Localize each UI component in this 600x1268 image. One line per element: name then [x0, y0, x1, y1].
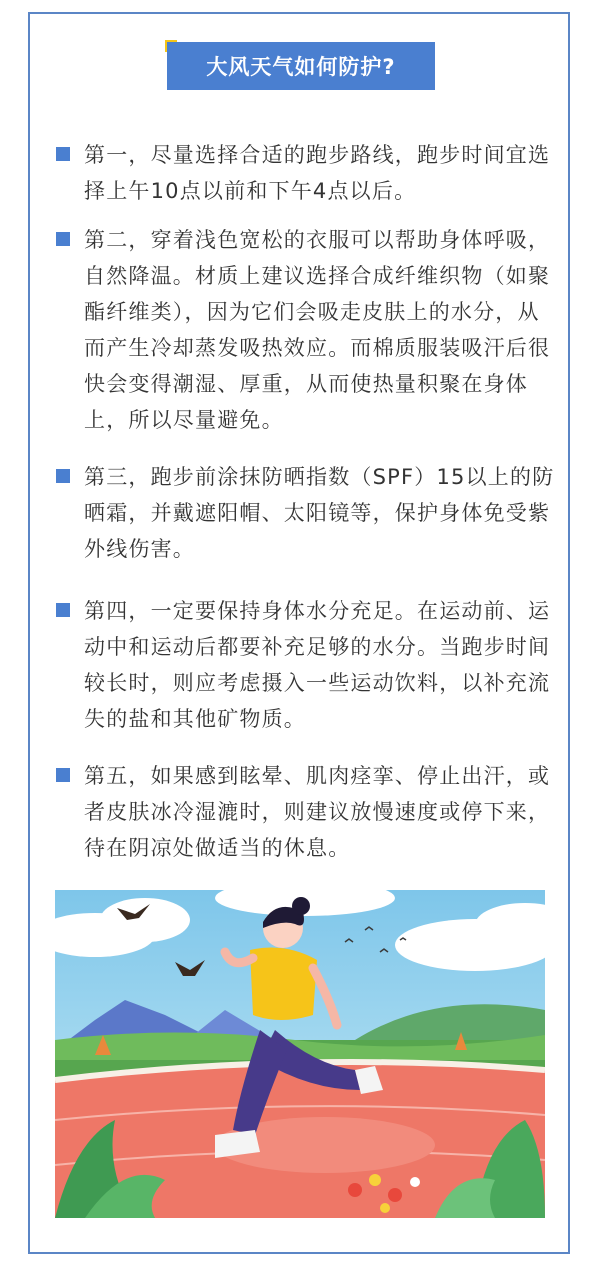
bullet-square-icon [56, 768, 70, 782]
bullet-square-icon [56, 603, 70, 617]
bullet-square-icon [56, 147, 70, 161]
tip-text: 第二，穿着浅色宽松的衣服可以帮助身体呼吸，自然降温。材质上建议选择合成纤维织物（如聚酯纤维类），因为它们会吸走皮肤上的水分，从而产生冷却蒸发吸热效应。而棉质服装吸汗后很快会变得潮湿、厚重，从而使热量积聚在身体上，所以尽量避免。 [84, 228, 551, 432]
tip-text: 第一，尽量选择合适的跑步路线，跑步时间宜选择上午10点以前和下午4点以后。 [84, 143, 551, 203]
running-illustration [55, 890, 545, 1218]
bullet-square-icon [56, 469, 70, 483]
tip-item-1 [56, 137, 556, 209]
page-title: 大风天气如何防护? [167, 42, 435, 90]
tip-text: 第三，跑步前涂抹防晒指数（SPF）15以上的防晒霜，并戴遮阳帽、太阳镜等，保护身体免受紫外线伤害。 [84, 465, 555, 561]
bullet-square-icon [56, 232, 70, 246]
tip-item-4 [56, 593, 556, 737]
tip-item-3 [56, 459, 556, 567]
tip-item-5 [56, 758, 556, 866]
tip-item-2 [56, 222, 556, 438]
tip-text: 第五，如果感到眩晕、肌肉痉挛、停止出汗，或者皮肤冰冷湿漉时，则建议放慢速度或停下来，待在阴凉处做适当的休息。 [84, 764, 551, 860]
tip-text: 第四，一定要保持身体水分充足。在运动前、运动中和运动后都要补充足够的水分。当跑步时间较长时，则应考虑摄入一些运动饮料，以补充流失的盐和其他矿物质。 [84, 599, 551, 731]
